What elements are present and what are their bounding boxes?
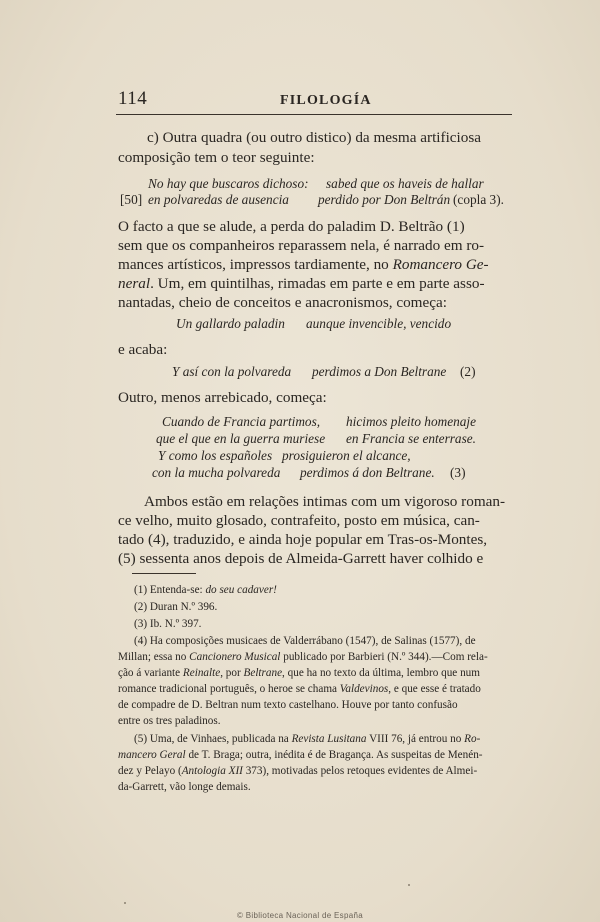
footnote-4-line6: entre os tres paladinos.	[118, 715, 221, 727]
footnote-5-line2: mancero Geral de T. Braga; outra, inédita é de Bragança. As suspeitas de Menén-	[118, 749, 483, 761]
p2-line-1: O facto a que se alude, a perda do paladim D. Beltrão (1)	[118, 218, 465, 235]
footnote-4-line3: ção á variante Reinalte, por Beltrane, que ha no texto da última, lembro que num	[118, 667, 480, 679]
verse1-line2-c: (copla 3).	[453, 192, 504, 207]
footnote-5-line3: dez y Pelayo (Antologia XII 373), motivadas pelos retoques evidentes de Almei-	[118, 765, 478, 777]
outro-line: Outro, menos arrebicado, começa:	[118, 389, 327, 406]
p3-line-2: ce velho, muito glosado, contrafeito, posto em música, can-	[118, 512, 480, 529]
footnote-1: (1) Entenda-se: do seu cadaver!	[134, 584, 277, 596]
footnote-2: (2) Duran N.º 396.	[134, 601, 218, 613]
p3-line-4: (5) sessenta anos depois de Almeida-Garrett haver colhido e	[118, 550, 484, 567]
p2-line-4: neral. Um, em quintilhas, rimadas em parte e em parte asso-	[118, 275, 485, 292]
header-rule	[116, 114, 512, 115]
verse2-b: aunque invencible, vencido	[306, 316, 452, 331]
paper-speck	[408, 884, 410, 886]
paper-speck	[124, 902, 126, 904]
verse3-a: Y así con la polvareda	[172, 364, 292, 379]
running-title: FILOLOGÍA	[280, 93, 372, 108]
verse4-line2-b: en Francia se enterrase.	[346, 431, 476, 446]
verse1-line2-a: en polvaredas de ausencia	[148, 192, 289, 207]
p1-line-2: composição tem o teor seguinte:	[118, 149, 315, 166]
verse1-line1-b: sabed que os haveis de hallar	[326, 176, 484, 191]
footnote-5-line1: (5) Uma, de Vinhaes, publicada na Revista Lusitana VIII 76, já entrou no Ro-	[134, 733, 481, 745]
verse4-line1-a: Cuando de Francia partimos,	[162, 414, 321, 429]
p2-line-2: sem que os companheiros reparassem nela, é narrado em ro-	[118, 237, 485, 254]
page-number: 114	[118, 88, 148, 109]
p2-line-5: nantadas, cheio de conceitos e anacronismos, começa:	[118, 294, 447, 311]
verse3-c: (2)	[460, 364, 476, 379]
verse4-line4-b: perdimos á don Beltrane.	[300, 465, 435, 480]
verse4-line4-c: (3)	[450, 465, 466, 480]
footnote-rule	[132, 573, 196, 574]
footnote-3: (3) Ib. N.º 397.	[134, 618, 202, 630]
footnote-4-line5: de compadre de D. Beltran num texto castelhano. Houve por tanto confusão	[118, 699, 458, 711]
verse1-line1-a: No hay que buscaros dichoso:	[148, 176, 309, 191]
e-acaba: e acaba:	[118, 341, 168, 358]
verse4-line4-a: con la mucha polvareda	[152, 465, 281, 480]
library-watermark: © Biblioteca Nacional de España	[237, 911, 363, 920]
verse1-line2-number: [50]	[120, 192, 143, 207]
verse4-line3-b: prosiguieron el alcance,	[282, 448, 411, 463]
verse4-line1-b: hicimos pleito homenaje	[346, 414, 476, 429]
footnote-5-line4: da-Garrett, vão longe demais.	[118, 781, 251, 793]
verse4-line3-a: Y como los españoles	[158, 448, 273, 463]
verse3-b: perdimos a Don Beltrane	[312, 364, 447, 379]
footnote-4-line1: (4) Ha composições musicaes de Valderrábano (1547), de Salinas (1577), de	[134, 635, 476, 647]
p3-line-3: tado (4), traduzido, e ainda hoje popular em Tras-os-Montes,	[118, 531, 488, 548]
p1-line-1: c) Outra quadra (ou outro distico) da mesma artificiosa	[147, 129, 482, 146]
footnote-4-line2: Millan; essa no Cancionero Musical publicado por Barbieri (N.º 344).—Com rela-	[118, 651, 488, 663]
verse2-a: Un gallardo paladin	[176, 316, 285, 331]
p2-line-3: mances artísticos, impressos tardiamente, no Romancero Ge-	[118, 256, 489, 273]
p3-line-1: Ambos estão em relações intimas com um vigoroso roman-	[144, 493, 506, 510]
verse1-line2-b: perdido por Don Beltrán	[318, 192, 451, 207]
verse4-line2-a: que el que en la guerra muriese	[156, 431, 326, 446]
footnote-4-line4: romance tradicional português, o heroe se chama Valdevinos, e que esse é tratado	[118, 683, 481, 695]
